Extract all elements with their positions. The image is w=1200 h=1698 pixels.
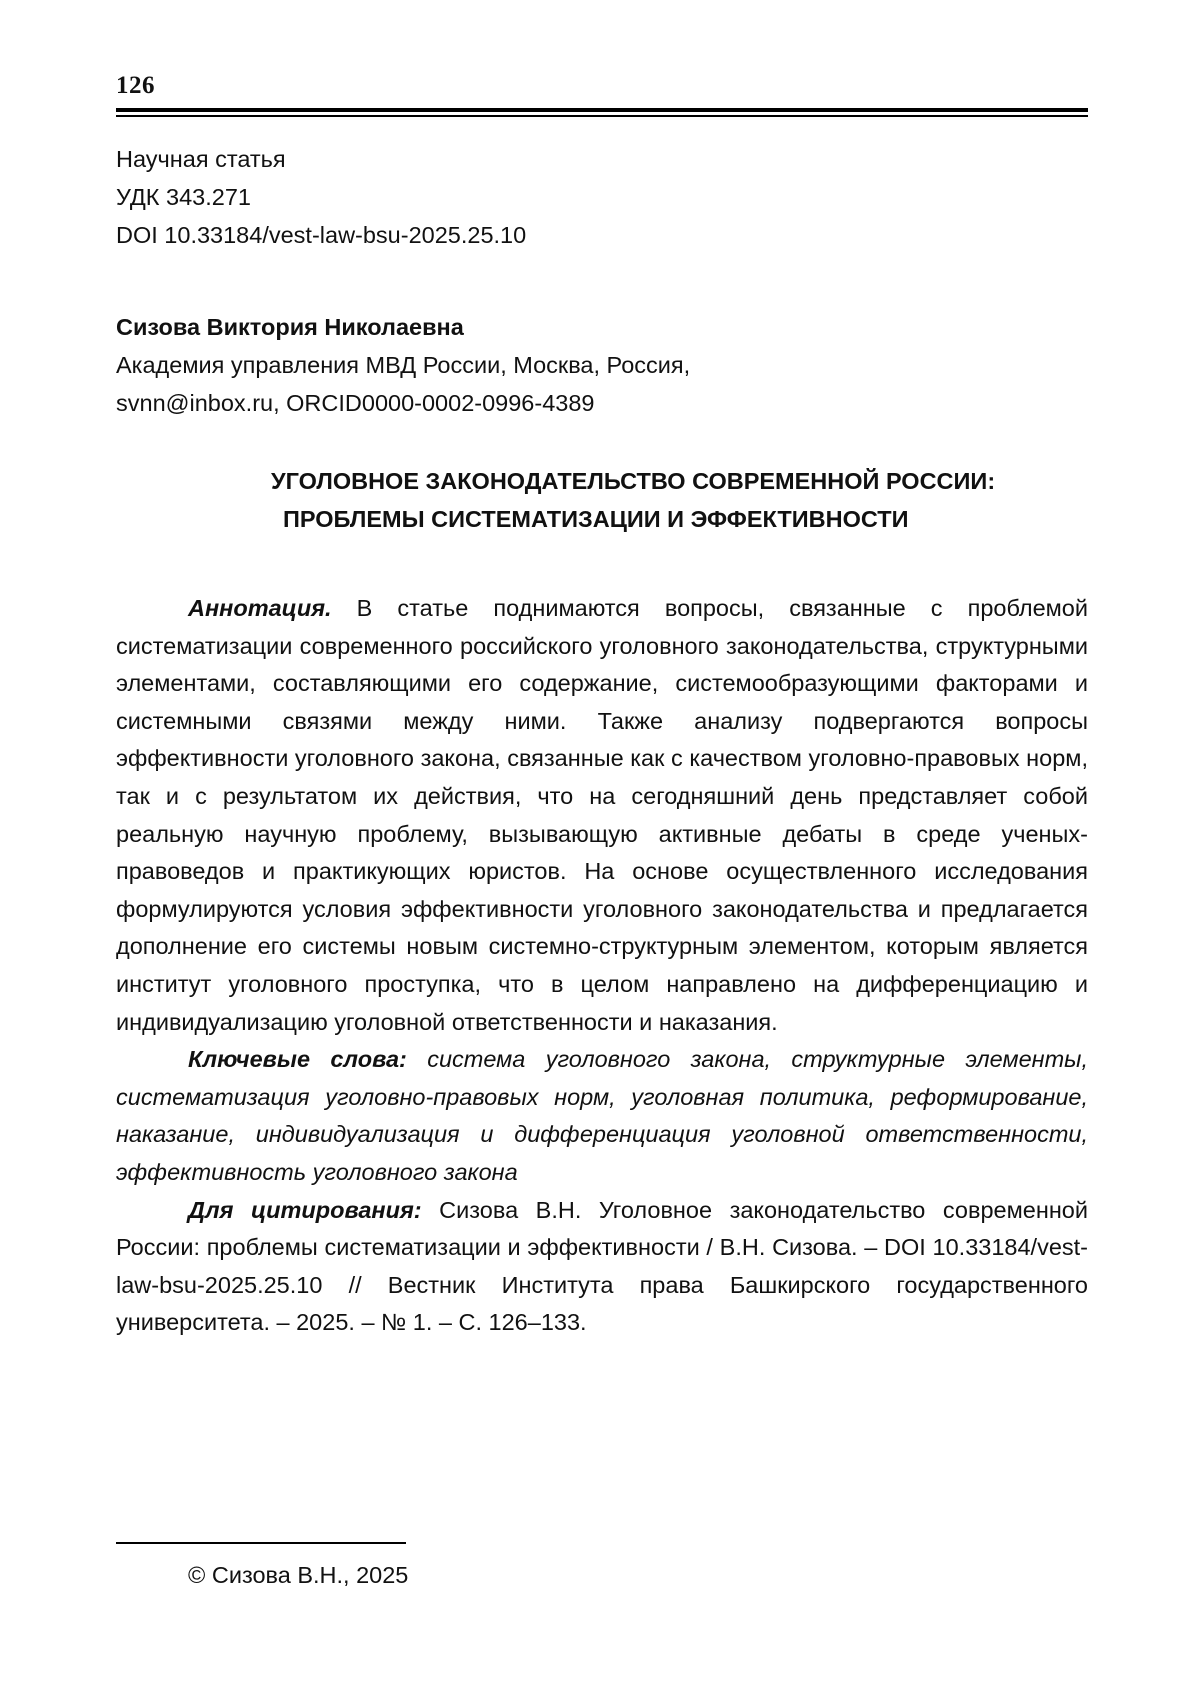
article-type: Научная статья [116,146,286,172]
title-line-2: ПРОБЛЕМЫ СИСТЕМАТИЗАЦИИ И ЭФФЕКТИВНОСТИ [283,506,909,532]
citation-paragraph [116,1192,1088,1342]
abstract-label: Аннотация. [188,595,332,621]
author-affiliation: Академия управления МВД России, Москва, Россия, [116,352,691,378]
citation-label: Для цитирования: [188,1196,422,1223]
keywords-text: система уголовного закона, структурные элементы, систематизация уголовно-правовых норм, уголовная политика, реформирование, наказание, индивидуализация и дифференциация уголовной ответственности, эффективность уголовного закона [116,1046,1088,1185]
keywords-paragraph [116,1041,1088,1191]
author-contact: svnn@inbox.ru, ORCID0000-0002-0996-4389 [116,390,595,416]
footnote-rule [116,1542,406,1544]
doi: DOI 10.33184/vest-law-bsu-2025.25.10 [116,222,527,248]
abstract-paragraph [116,590,1088,1041]
keywords-label: Ключевые слова: [188,1046,407,1073]
header-rule-thin [116,115,1088,117]
article-body [116,590,1088,1342]
author-name: Сизова Виктория Николаевна [116,314,464,340]
header-rule-thick [116,108,1088,112]
article-meta [116,140,526,254]
udc-code: УДК 343.271 [116,184,251,210]
copyright-note: © Сизова В.Н., 2025 [188,1562,409,1588]
title-line-1: УГОЛОВНОЕ ЗАКОНОДАТЕЛЬСТВО СОВРЕМЕННОЙ РОССИИ: [271,468,996,494]
citation-text: Сизова В.Н. Уголовное законодательство современной России: проблемы систематизации и эффективности / В.Н. Сизова. – DOI 10.33184/vest-law-bsu-2025.25.10 // Вестник Института права Башкирского государственного университета. – 2025. – № 1. – С. 126–133. [116,1196,1088,1336]
author-block [116,308,690,422]
page-number: 126 [116,72,155,99]
abstract-text: В статье поднимаются вопросы, связанные с проблемой систематизации современного российского уголовного законодательства, структурными элементами, составляющими его содержание, системообразующими факторами и системными связями между ними. Также анализу подвергаются вопросы эффективности уголовного закона, связанные как с качеством уголовно-правовых норм, так и с результатом их действия, что на сегодняшний день представляет собой реальную научную проблему, вызывающую активные дебаты в среде ученых-правоведов и практикующих юристов. На основе осуществленного исследования формулируются условия эффективности уголовного законодательства и предлагается дополнение его системы новым системно-структурным элементом, которым является институт уголовного проступка, что в целом направлено на дифференциацию и индивидуализацию уголовной ответственности и наказания. [116,595,1088,1035]
